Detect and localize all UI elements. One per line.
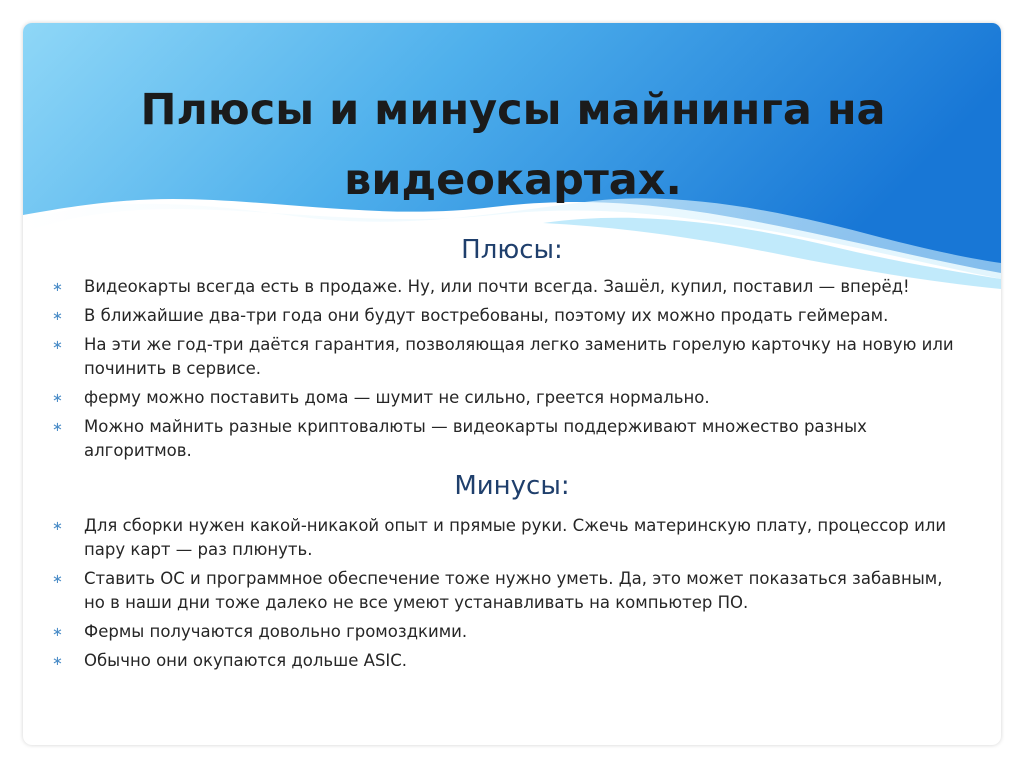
list-item-text: ферму можно поставить дома — шумит не сильно, греется нормально. <box>84 388 710 407</box>
list-item <box>23 415 1001 463</box>
pros-heading: Плюсы: <box>461 235 563 265</box>
list-item <box>23 386 1001 410</box>
list-item <box>23 649 1001 673</box>
list-item <box>23 620 1001 644</box>
asterisk-bullet-icon: ∗ <box>52 391 63 406</box>
asterisk-bullet-icon: ∗ <box>52 519 63 534</box>
cons-heading: Минусы: <box>454 471 570 501</box>
list-item-text: Видеокарты всегда есть в продаже. Ну, или почти всегда. Зашёл, купил, поставил — вперёд! <box>84 277 910 296</box>
slide <box>23 23 1001 745</box>
pros-list <box>23 275 1001 468</box>
asterisk-bullet-icon: ∗ <box>52 280 63 295</box>
list-item <box>23 567 1001 615</box>
slide-title-line-2: видеокартах. <box>344 155 682 205</box>
asterisk-bullet-icon: ∗ <box>52 654 63 669</box>
asterisk-bullet-icon: ∗ <box>52 572 63 587</box>
slide-title <box>63 75 963 215</box>
list-item <box>23 514 1001 562</box>
list-item-text: Для сборки нужен какой-никакой опыт и прямые руки. Сжечь материнскую плату, процессор или пару карт — раз плюнуть. <box>84 516 947 559</box>
slide-title-line-1: Плюсы и минусы майнинга на <box>140 85 886 135</box>
asterisk-bullet-icon: ∗ <box>52 338 63 353</box>
asterisk-bullet-icon: ∗ <box>52 625 63 640</box>
list-item-text: Обычно они окупаются дольше ASIC. <box>84 651 408 670</box>
list-item-text: В ближайшие два-три года они будут востребованы, поэтому их можно продать геймерам. <box>84 306 889 325</box>
list-item-text: На эти же год-три даётся гарантия, позволяющая легко заменить горелую карточку на новую или починить в сервисе. <box>84 335 954 378</box>
list-item <box>23 304 1001 328</box>
list-item <box>23 275 1001 299</box>
list-item-text: Фермы получаются довольно громоздкими. <box>84 622 468 641</box>
list-item <box>23 333 1001 381</box>
cons-list <box>23 514 1001 678</box>
asterisk-bullet-icon: ∗ <box>52 309 63 324</box>
asterisk-bullet-icon: ∗ <box>52 420 63 435</box>
list-item-text: Ставить ОС и программное обеспечение тоже нужно уметь. Да, это может показаться забавным, но в наши дни тоже далеко не все умеют устанавливать на компьютер ПО. <box>84 569 943 612</box>
list-item-text: Можно майнить разные криптовалюты — видеокарты поддерживают множество разных алгоритмов. <box>84 417 867 460</box>
